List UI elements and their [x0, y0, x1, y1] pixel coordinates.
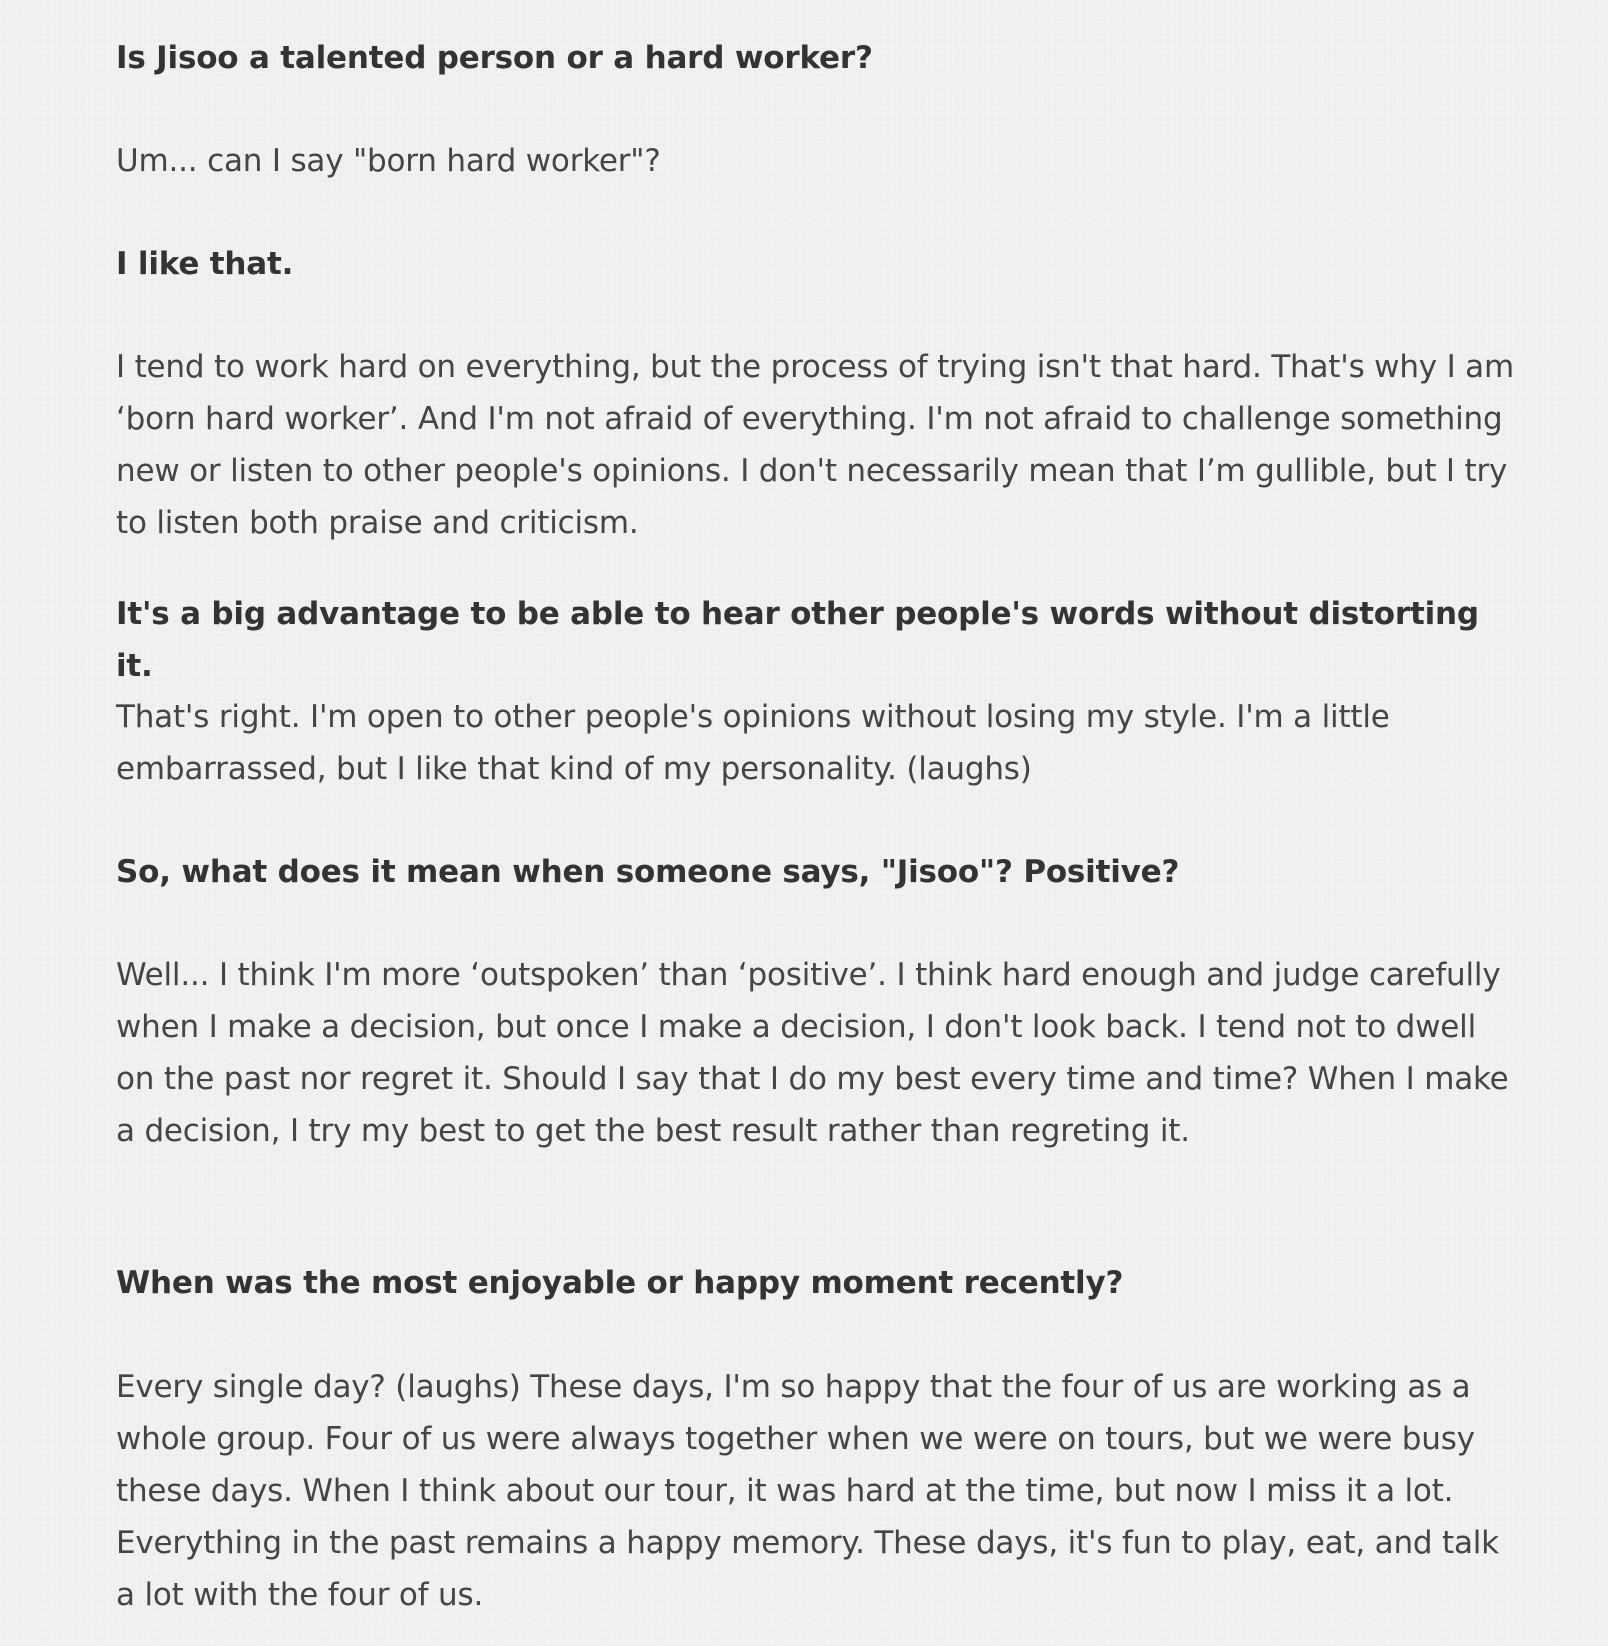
answer-5: Every single day? (laughs) These days, I'm so happy that the four of us are working as a whole group. Four of us were always together when we were on tours, but we were busy these days. When I think about our tour, it was hard at the time, but now I miss it a lot. Everything in the past remains a happy memory. These days, it's fun to play, eat, and talk a lot with the four of us.: [116, 1369, 1499, 1613]
answer-2: I tend to work hard on everything, but the process of trying isn't that hard. That's why I am ‘born hard worker’. And I'm not afraid of everything. I'm not afraid to challenge something new or listen to other people's opinions. I don't necessarily mean that I’m gullible, but I try to listen both praise and criticism.: [116, 349, 1514, 541]
answer-1: Um... can I say "born hard worker"?: [116, 143, 661, 179]
question-1: Is Jisoo a talented person or a hard worker?: [116, 40, 873, 76]
answer-4: Well... I think I'm more ‘outspoken’ than ‘positive’. I think hard enough and judge carefully when I make a decision, but once I make a decision, I don't look back. I tend not to dwell on the past nor regret it. Should I say that I do my best every time and time? When I make a decision, I try my best to get the best result rather than regreting it.: [116, 957, 1509, 1149]
question-3: It's a big advantage to be able to hear other people's words without distorting it.: [116, 596, 1479, 684]
question-4: So, what does it mean when someone says, "Jisoo"? Positive?: [116, 854, 1180, 890]
question-5: When was the most enjoyable or happy moment recently?: [116, 1265, 1124, 1301]
question-2: I like that.: [116, 246, 294, 282]
answer-3: That's right. I'm open to other people's opinions without losing my style. I'm a little embarrassed, but I like that kind of my personality. (laughs): [116, 699, 1390, 787]
